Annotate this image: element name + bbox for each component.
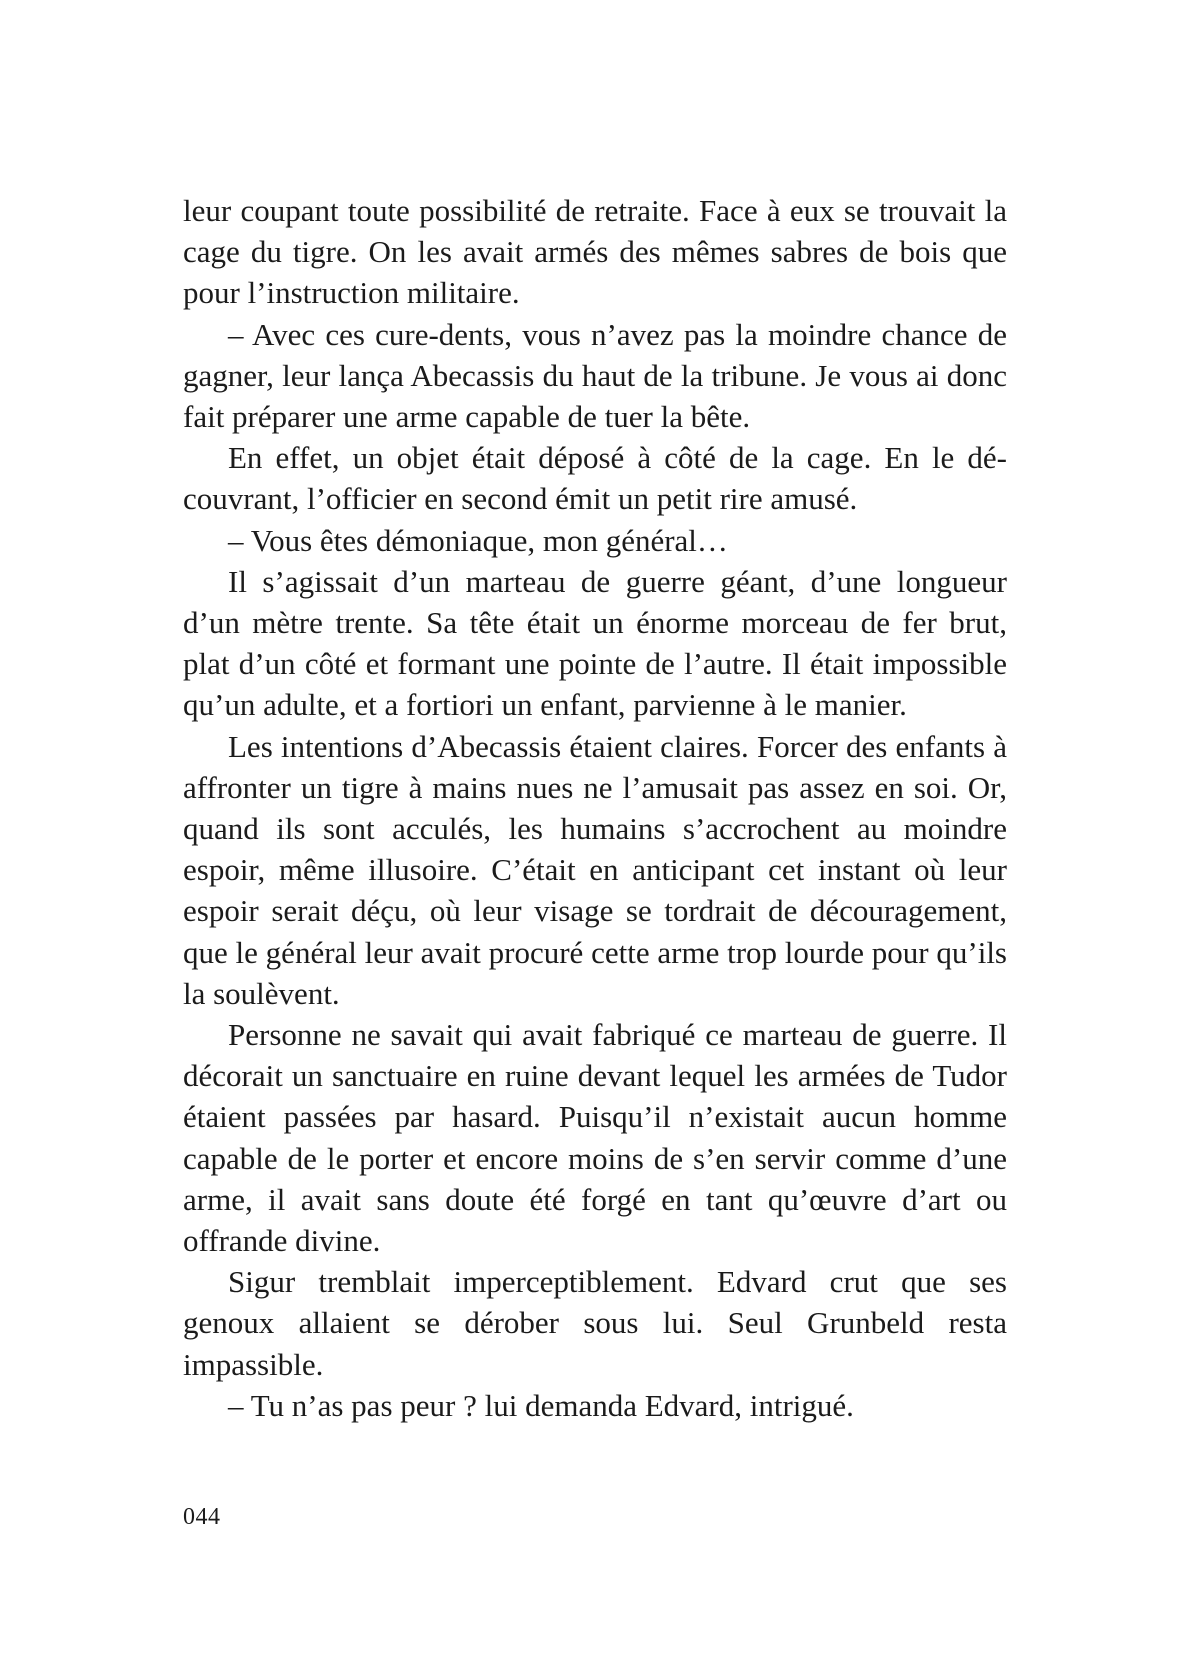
paragraph-7: Personne ne savait qui avait fabriqué ce marteau de guerre. Il décorait un sanctuaire en ruine devant lequel les armées de Tudor étaient passées par hasard. Puisqu’il n’existait aucun homme capable de le porter et encore moins de s’en servir comme d’une arme, il avait sans doute été forgé en tant qu’œuvre d’art ou offrande divine. xyxy=(183,1017,1007,1259)
paragraph-3: En effet, un objet était déposé à côté de la cage. En le découvrant, l’officier en second émit un petit rire amusé. xyxy=(183,440,1007,517)
paragraph-1: leur coupant toute possibilité de retraite. Face à eux se trouvait la cage du tigre. On les avait armés des mêmes sabres de bois que pour l’instruction militaire. xyxy=(183,193,1007,311)
page-number: 044 xyxy=(183,1504,221,1530)
paragraph-2: – Avec ces cure-dents, vous n’avez pas la moindre chance de gagner, leur lança Abecassis du haut de la tribune. Je vous ai donc fait préparer une arme capable de tuer la bête. xyxy=(183,316,1007,435)
paragraph-4: – Vous êtes démoniaque, mon général… xyxy=(228,522,728,558)
paragraph-8: Sigur tremblait imperceptiblement. Edvard crut que ses genoux allaient se dérober sous lui. Seul Grunbeld resta impassible. xyxy=(183,1264,1007,1382)
paragraph-5: Il s’agissait d’un marteau de guerre géant, d’une longueur d’un mètre trente. Sa tête était un énorme morceau de fer brut, plat d’un côté et formant une pointe de l’autre. Il était impossible qu’un adulte, et a fortiori un enfant, parvienne à le manier. xyxy=(183,563,1007,723)
paragraph-9: – Tu n’as pas peur ? lui demanda Edvard, intrigué. xyxy=(228,1387,854,1423)
body-text xyxy=(183,190,1007,1426)
paragraph-6: Les intentions d’Abecassis étaient claires. Forcer des enfants à affronter un tigre à mains nues ne l’amusait pas assez en soi. Or, quand ils sont acculés, les humains s’accrochent au moindre espoir, même illusoire. C’était en anticipant cet instant où leur espoir serait déçu, où leur visage se tordrait de découragement, que le général leur avait procuré cette arme trop lourde pour qu’ils la soulèvent. xyxy=(183,728,1007,1011)
